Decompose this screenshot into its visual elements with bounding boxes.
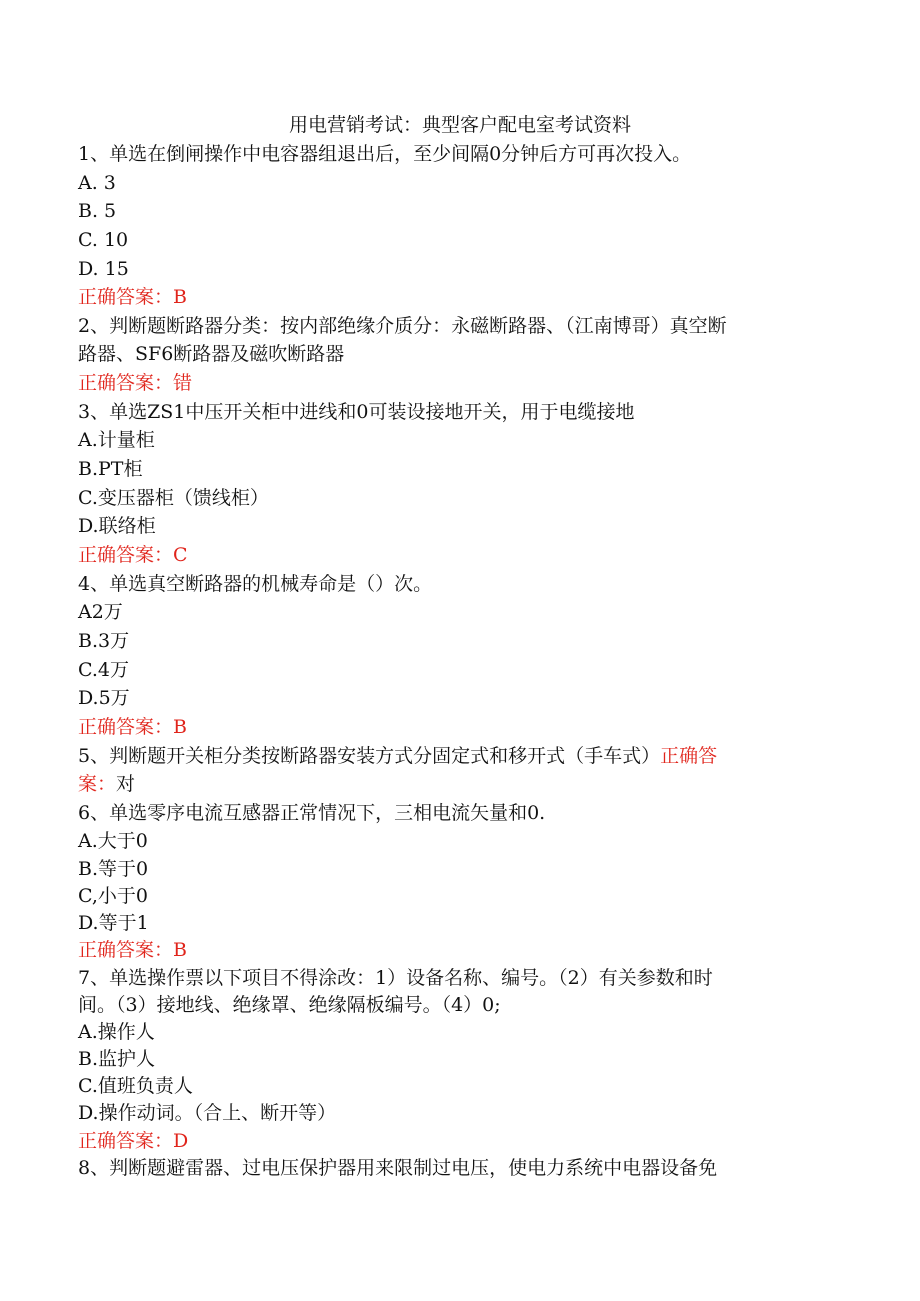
question-7-option-a: A.操作人 <box>78 1021 155 1043</box>
question-7-text-line-1: 7、单选操作票以下项目不得涂改：1）设备名称、编号。（2）有关参数和时 <box>78 967 713 989</box>
question-5-answer-label-start: 正确答 <box>660 745 718 767</box>
answer-value: B <box>173 939 187 961</box>
question-4-option-c: C.4万 <box>78 659 129 681</box>
question-7-text-line-2: 间。（3）接地线、绝缘罩、绝缘隔板编号。（4）0; <box>78 994 501 1016</box>
question-1-option-d: D. 15 <box>78 258 129 280</box>
answer-value: B <box>173 716 187 738</box>
question-1-option-a: A. 3 <box>78 172 116 194</box>
answer-value: B <box>173 286 187 308</box>
answer-label: 正确答案： <box>78 372 174 394</box>
question-3-option-d: D.联络柜 <box>78 515 156 537</box>
question-1-text: 1、单选在倒闸操作中电容器组退出后，至少间隔0分钟后方可再次投入。 <box>78 143 692 165</box>
question-4-text: 4、单选真空断路器的机械寿命是（）次。 <box>78 573 433 595</box>
answer-label: 正确答案： <box>78 286 174 308</box>
question-5-text: 5、判断题开关柜分类按断路器安装方式分固定式和移开式（手车式） <box>78 745 661 767</box>
question-6-option-d: D.等于1 <box>78 912 149 934</box>
question-7-option-b: B.监护人 <box>78 1048 156 1070</box>
question-2-text-line-1: 2、判断题断路器分类：按内部绝缘介质分：永磁断路器、（江南博哥）真空断 <box>78 315 727 337</box>
question-2-answer <box>78 371 192 395</box>
question-1-option-c: C. 10 <box>78 229 129 251</box>
question-6-option-c: C,小于0 <box>78 885 148 907</box>
answer-value: C <box>173 544 188 566</box>
question-3-option-c: C.变压器柜（馈线柜） <box>78 487 269 509</box>
answer-label: 正确答案： <box>78 939 174 961</box>
question-3-answer <box>78 543 188 567</box>
question-5-text-line-1 <box>78 744 717 768</box>
question-5-text-line-2 <box>78 772 135 796</box>
question-4-option-d: D.5万 <box>78 687 130 709</box>
question-6-answer <box>78 938 187 962</box>
question-3-text: 3、单选ZS1中压开关柜中进线和0可装设接地开关，用于电缆接地 <box>78 401 635 423</box>
answer-label: 正确答案： <box>78 544 174 566</box>
answer-value: 错 <box>173 372 193 394</box>
question-6-text: 6、单选零序电流互感器正常情况下，三相电流矢量和0. <box>78 802 546 824</box>
question-4-option-b: B.3万 <box>78 630 130 652</box>
question-6-option-a: A.大于0 <box>78 830 148 852</box>
question-7-option-d: D.操作动词。（合上、断开等） <box>78 1102 337 1124</box>
question-3-option-a: A.计量柜 <box>78 429 155 451</box>
question-2-text-line-2: 路器、SF6断路器及磁吹断路器 <box>78 343 345 365</box>
question-4-option-a: A2万 <box>78 601 123 623</box>
question-3-option-b: B.PT柜 <box>78 458 143 480</box>
document-title: 用电营销考试：典型客户配电室考试资料 <box>288 114 631 136</box>
question-4-answer <box>78 715 187 739</box>
question-7-option-c: C.值班负责人 <box>78 1075 193 1097</box>
question-8-text: 8、判断题避雷器、过电压保护器用来限制过电压，使电力系统中电器设备免 <box>78 1157 718 1179</box>
answer-label: 正确答案： <box>78 716 174 738</box>
question-5-answer-label-end: 案： <box>78 773 117 795</box>
answer-label: 正确答案： <box>78 1130 174 1152</box>
question-1-option-b: B. 5 <box>78 200 117 222</box>
question-6-option-b: B.等于0 <box>78 858 149 880</box>
question-5-answer-value: 对 <box>116 773 136 795</box>
question-1-answer <box>78 285 187 309</box>
answer-value: D <box>173 1130 189 1152</box>
question-7-answer <box>78 1129 188 1153</box>
